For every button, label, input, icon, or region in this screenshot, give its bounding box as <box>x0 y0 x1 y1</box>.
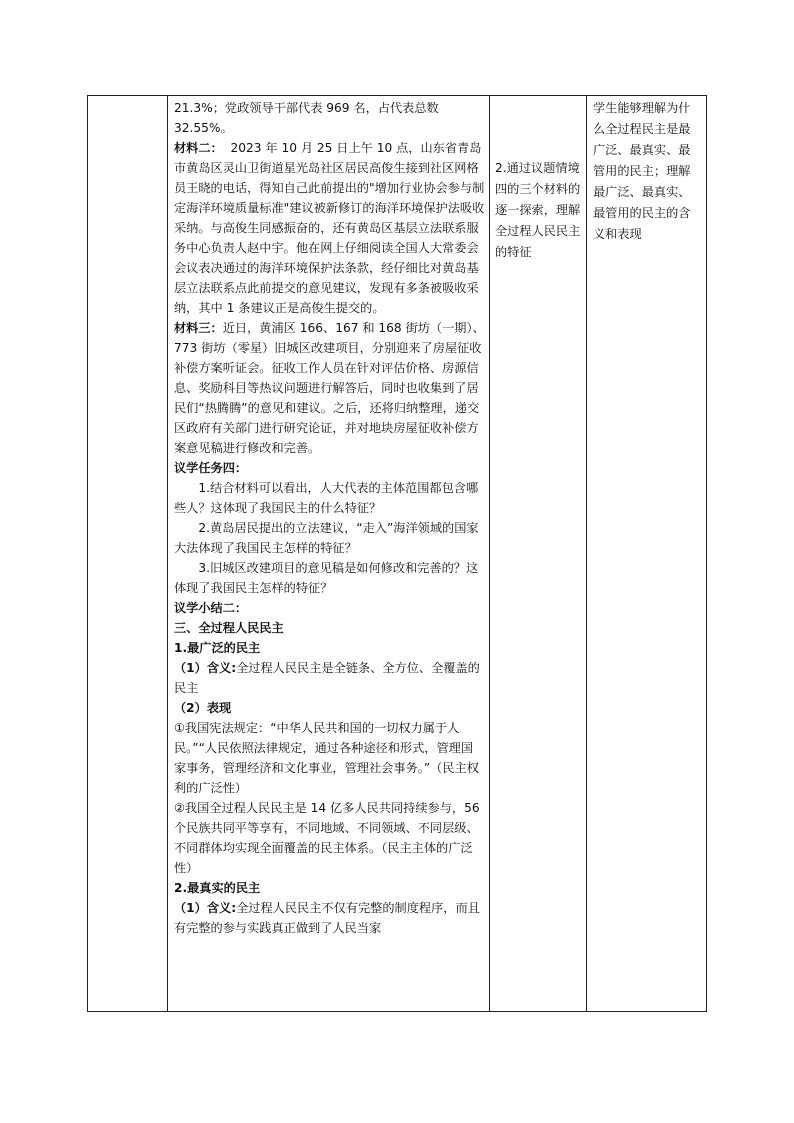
table-row <box>88 96 707 1012</box>
material-three <box>174 318 485 458</box>
lesson-plan-table <box>87 95 707 1012</box>
section-heading: 三、全过程人民民主 <box>174 621 284 635</box>
material-two-label: 材料二： <box>174 141 223 155</box>
question-1: 1.结合材料可以看出，人大代表的主体范围都包含哪些人？这体现了我国民主的什么特征？ <box>174 481 479 515</box>
broadest-meaning-text: 全过程人民民主是全链条、全方位、全覆盖的民主 <box>174 661 480 695</box>
task-title: 议学任务四： <box>174 461 248 475</box>
question-3: 3.旧城区改建项目的意见稿是如何修改和完善的？这体现了我国民主怎样的特征？ <box>174 561 479 595</box>
broadest-manifestation-heading: （2）表现 <box>174 701 232 715</box>
material-three-text: 近日，黄浦区 166、167 和 168 街坊（一期）、773 街坊（零星）旧城区改建项目，分别迎来了房屋征收补偿方案听证会。征收工作人员在针对评估价格、房源信息、奖励科目等热议问题进行解答后，同时也收集到了居民们“热腾腾”的意见和建议。之后，还将归纳整理，递交区政府有关部门进行研究论证，并对地块房屋征收补偿方案意见稿进行修改和完善。 <box>174 321 485 455</box>
design-intent-cell <box>490 96 587 1012</box>
manifestation-point-2: ②我国全过程人民民主是 14 亿多人民共同持续参与，56 个民族共同平等享有，不同地域、不同领域、不同层级、不同群体均实现全面覆盖的民主体系。（民主主体的广泛性） <box>174 801 480 875</box>
broadest-meaning <box>174 658 485 698</box>
summary-title: 议学小结二： <box>174 601 248 615</box>
material-three-label: 材料三： <box>174 321 223 335</box>
most-real-meaning-text: 全过程人民民主不仅有完整的制度程序，而且有完整的参与实践真正做到了人民当家 <box>174 901 480 935</box>
broadest-meaning-label: （1）含义: <box>174 661 237 675</box>
design-intent-text: 2.通过议题情境四的三个材料的逐一探索，理解全过程人民民主的特征 <box>495 161 581 259</box>
material-one-tail: 21.3%；党政领导干部代表 969 名，占代表总数 32.55%。 <box>174 101 439 135</box>
subsection-broadest: 1.最广泛的民主 <box>174 641 261 655</box>
expected-outcome-text: 学生能够理解为什么全过程民主是最广泛、最真实、最管用的民主；理解最广泛、最真实、最管用的民主的含义和表现 <box>593 101 691 241</box>
most-real-meaning-label: （1）含义: <box>174 901 237 915</box>
subsection-most-real: 2.最真实的民主 <box>174 881 261 895</box>
material-two <box>174 138 485 318</box>
stage-cell <box>88 96 168 1012</box>
question-2: 2.黄岛居民提出的立法建议，“走入”海洋领域的国家大法体现了我国民主怎样的特征？ <box>174 521 479 555</box>
manifestation-point-1: ①我国宪法规定：“中华人民共和国的一切权力属于人民。”“人民依照法律规定，通过各种途径和形式，管理国家事务，管理经济和文化事业，管理社会事务。”（民主权利的广泛性） <box>174 721 479 795</box>
expected-outcome-cell <box>587 96 707 1012</box>
material-two-text: 2023 年 10 月 25 日上午 10 点，山东省青岛市黄岛区灵山卫街道星光岛社区居民高俊生接到社区网格员王晓的电话，得知自己此前提出的"增加行业协会参与制定海洋环境质量标准"建议被新修订的海洋环境保护法吸收采纳。与高俊生同感振奋的，还有黄岛区基层立法联系服务中心负责人赵中宇。他在网上仔细阅读全国人大常委会会议表决通过的海洋环境保护法条款，经仔细比对黄岛基层立法联系点此前提交的意见建议，发现有多条被吸收采纳，其中 1 条建议正是高俊生提交的。 <box>174 141 485 315</box>
activity-cell <box>168 96 490 1012</box>
most-real-meaning <box>174 898 485 938</box>
